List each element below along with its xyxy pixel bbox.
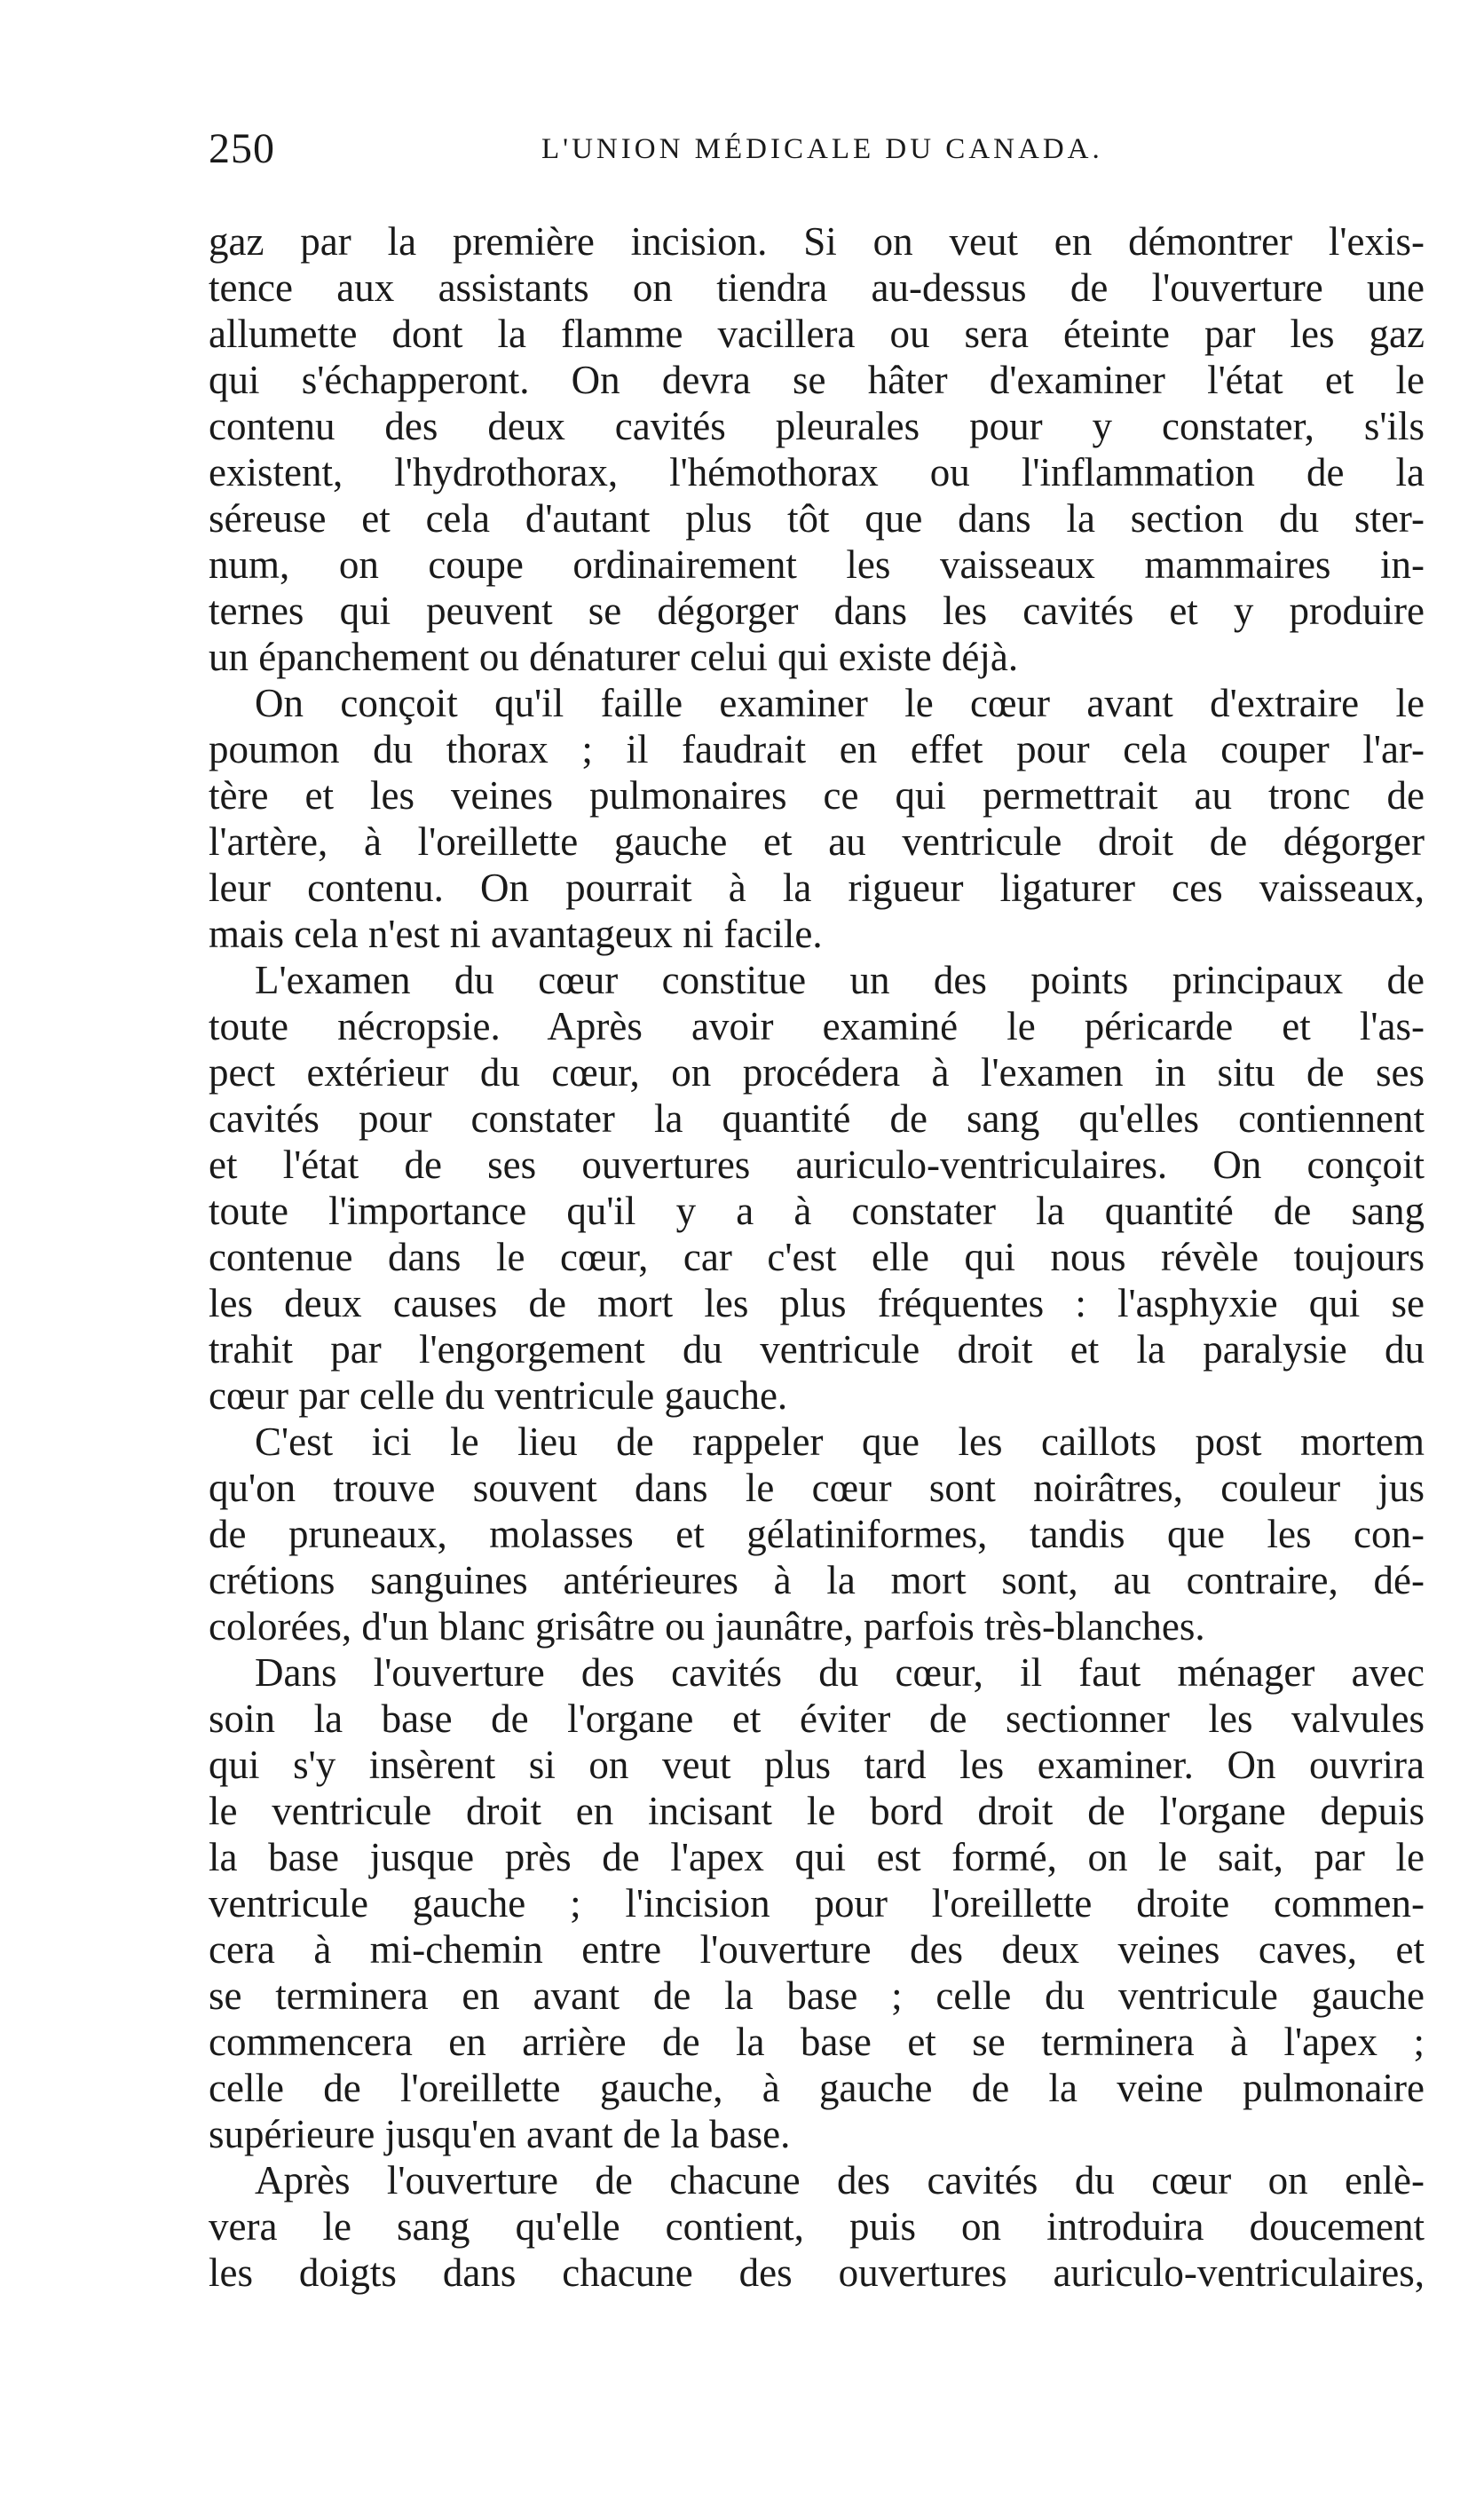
- text-line: colorées, d'un blanc grisâtre ou jaunâtre, parfois très-blanches.: [209, 1604, 1205, 1649]
- text-line: poumon du thorax ; il faudrait en effet pour cela couper l'ar-: [209, 727, 1425, 771]
- text-line: ventricule gauche ; l'incision pour l'oreillette droite commen-: [209, 1881, 1425, 1926]
- text-line: commencera en arrière de la base et se terminera à l'apex ;: [209, 2020, 1425, 2064]
- text-line: cœur par celle du ventricule gauche.: [209, 1373, 788, 1418]
- text-line: tère et les veines pulmonaires ce qui permettrait au tronc de: [209, 773, 1425, 818]
- text-line: la base jusque près de l'apex qui est formé, on le sait, par le: [209, 1835, 1425, 1879]
- text-line: pect extérieur du cœur, on procédera à l'examen in situ de ses: [209, 1050, 1425, 1095]
- text-line: toute nécropsie. Après avoir examiné le péricarde et l'as-: [209, 1004, 1425, 1048]
- text-line: leur contenu. On pourrait à la rigueur ligaturer ces vaisseaux,: [209, 866, 1425, 910]
- text-line: les deux causes de mort les plus fréquentes : l'asphyxie qui se: [209, 1281, 1425, 1325]
- text-line: qui s'y insèrent si on veut plus tard les examiner. On ouvrira: [209, 1743, 1425, 1787]
- text-line: toute l'importance qu'il y a à constater la quantité de sang: [209, 1189, 1425, 1233]
- text-line: Dans l'ouverture des cavités du cœur, il faut ménager avec: [255, 1650, 1425, 1695]
- text-line: le ventricule droit en incisant le bord droit de l'organe depuis: [209, 1789, 1425, 1833]
- text-line: allumette dont la flamme vacillera ou sera éteinte par les gaz: [209, 312, 1425, 356]
- text-line: un épanchement ou dénaturer celui qui existe déjà.: [209, 635, 1019, 679]
- page: [209, 124, 1425, 2296]
- text-line: qui s'échapperont. On devra se hâter d'examiner l'état et le: [209, 358, 1425, 402]
- text-line: supérieure jusqu'en avant de la base.: [209, 2112, 791, 2156]
- text-line: contenu des deux cavités pleurales pour y constater, s'ils: [209, 404, 1425, 448]
- text-line: celle de l'oreillette gauche, à gauche de la veine pulmonaire: [209, 2066, 1425, 2110]
- text-line: qu'on trouve souvent dans le cœur sont noirâtres, couleur jus: [209, 1466, 1425, 1510]
- page-number: 250: [209, 125, 275, 172]
- text-line: de pruneaux, molasses et gélatiniformes, tandis que les con-: [209, 1512, 1425, 1556]
- text-line: soin la base de l'organe et éviter de sectionner les valvules: [209, 1696, 1425, 1741]
- text-line: tence aux assistants on tiendra au-dessus de l'ouverture une: [209, 265, 1425, 310]
- running-head: L'UNION MÉDICALE DU CANADA.: [541, 133, 1103, 165]
- text-line: gaz par la première incision. Si on veut en démontrer l'exis-: [209, 219, 1425, 264]
- text-line: vera le sang qu'elle contient, puis on introduira doucement: [209, 2204, 1425, 2249]
- text-line: cera à mi-chemin entre l'ouverture des deux veines caves, et: [209, 1927, 1425, 1972]
- text-line: et l'état de ses ouvertures auriculo-ventriculaires. On conçoit: [209, 1143, 1425, 1187]
- text-line: num, on coupe ordinairement les vaisseaux mammaires in-: [209, 542, 1425, 587]
- text-line: l'artère, à l'oreillette gauche et au ventricule droit de dégorger: [209, 819, 1425, 864]
- text-line: C'est ici le lieu de rappeler que les caillots post mortem: [255, 1420, 1425, 1464]
- text-line: mais cela n'est ni avantageux ni facile.: [209, 912, 823, 956]
- text-line: crétions sanguines antérieures à la mort sont, au contraire, dé-: [209, 1558, 1425, 1602]
- text-line: trahit par l'engorgement du ventricule droit et la paralysie du: [209, 1327, 1425, 1372]
- text-line: L'examen du cœur constitue un des points principaux de: [255, 958, 1425, 1002]
- body-text: [209, 218, 1425, 2296]
- text-line: existent, l'hydrothorax, l'hémothorax ou l'inflammation de la: [209, 450, 1425, 494]
- text-line: ternes qui peuvent se dégorger dans les cavités et y produire: [209, 589, 1425, 633]
- text-line: cavités pour constater la quantité de sang qu'elles contiennent: [209, 1096, 1425, 1141]
- text-line: se terminera en avant de la base ; celle du ventricule gauche: [209, 1973, 1425, 2018]
- page-header: [209, 124, 1425, 186]
- text-line: les doigts dans chacune des ouvertures auriculo-ventriculaires,: [209, 2250, 1425, 2295]
- text-line: séreuse et cela d'autant plus tôt que dans la section du ster-: [209, 496, 1425, 541]
- text-line: Après l'ouverture de chacune des cavités du cœur on enlè-: [255, 2158, 1425, 2202]
- text-line: contenue dans le cœur, car c'est elle qui nous révèle toujours: [209, 1235, 1425, 1279]
- text-line: On conçoit qu'il faille examiner le cœur avant d'extraire le: [255, 681, 1425, 725]
